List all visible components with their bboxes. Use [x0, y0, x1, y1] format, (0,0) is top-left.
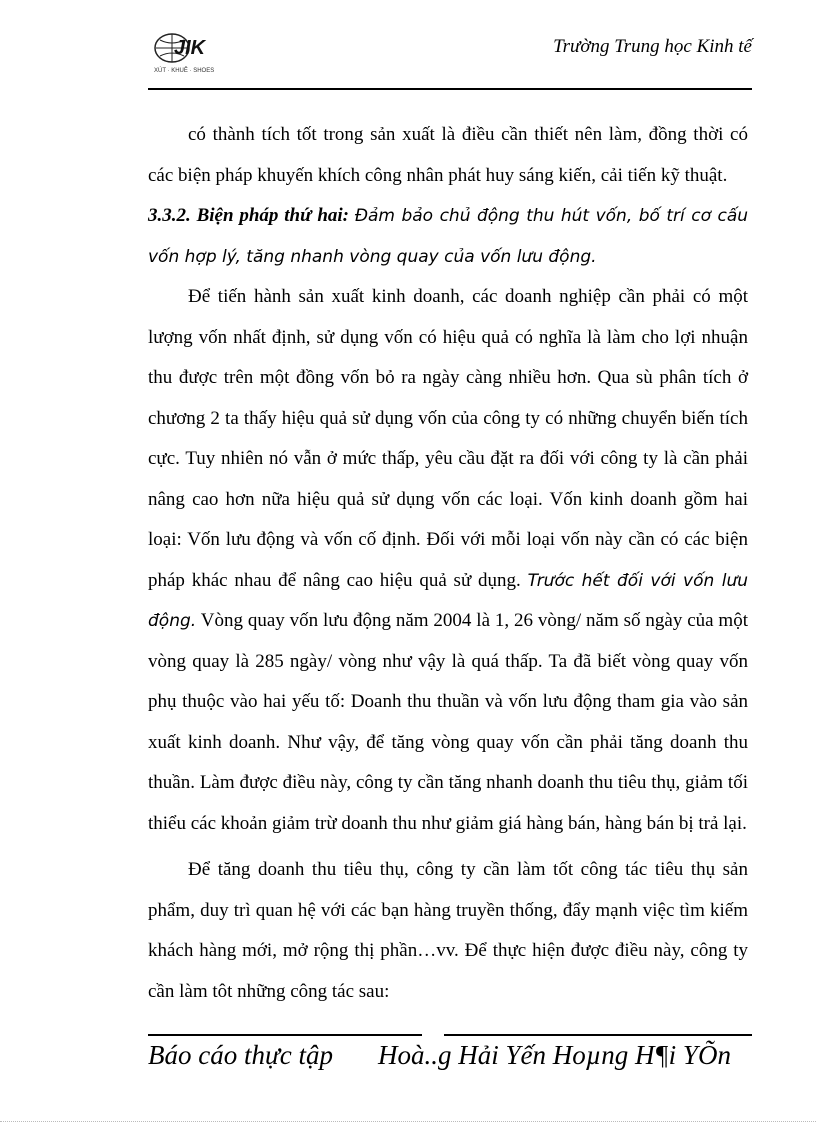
logo-caption: XÚT · KHUÊ · SHOES	[154, 68, 215, 74]
paragraph-1: có thành tích tốt trong sản xuất là điều cần thiết nên làm, đồng thời có các biện pháp khuyến khích công nhân phát huy sáng kiến, cải tiến kỹ thuật.	[148, 124, 748, 186]
paragraph-2-part-b: Vòng quay vốn lưu động năm 2004 là 1, 26 vòng/ năm số ngày của một vòng quay là 285 ngày/ vòng như vậy là quá thấp. Ta đã biết vòng quay vốn phụ thuộc vào hai yếu tố: Doanh thu thuần và vốn lưu động tham gia vào sản xuất kinh doanh. Như vậy, để tăng vòng quay vốn cần phải tăng doanh thu thuần. Làm được điều này, công ty cần tăng nhanh doanh thu tiêu thụ, giảm tối thiểu các khoản giảm trừ doanh thu như giảm giá hàng bán, hàng bán bị trả lại.	[148, 610, 748, 834]
paragraph-2	[148, 277, 748, 844]
footer-author: Hoà..g Hải Yến Hoµng H¶i YÕn	[378, 1040, 731, 1070]
document-body	[148, 115, 748, 1012]
page-edge	[0, 1121, 816, 1122]
paragraph-3: Để tăng doanh thu tiêu thụ, công ty cần làm tốt công tác tiêu thụ sản phẩm, duy trì quan hệ với các bạn hàng truyền thống, đẩy mạnh việc tìm kiếm khách hàng mới, mở rộng thị phần…vv. Để thực hiện được điều này, công ty cần làm tôt những công tác sau:	[148, 859, 748, 1002]
paragraph-2-italic: Trước hết đối với vốn lưu động.	[148, 570, 749, 631]
footer-report-title: Báo cáo thực tập	[148, 1040, 333, 1070]
footer-divider-right	[444, 1034, 752, 1036]
section-heading	[148, 196, 748, 277]
section-heading-label: 3.3.2. Biện pháp thứ hai:	[148, 205, 349, 226]
school-name: Trường Trung học Kinh tế	[553, 36, 752, 57]
footer-divider-left	[148, 1034, 422, 1036]
header-divider	[148, 88, 752, 90]
logo-text: JIK	[174, 37, 206, 59]
section-heading-text: Đảm bảo chủ động thu hút vốn, bố trí cơ cấu vốn hợp lý, tăng nhanh vòng quay của vốn lưu động.	[148, 206, 749, 267]
paragraph-2-part-a: Để tiến hành sản xuất kinh doanh, các doanh nghiệp cần phải có một lượng vốn nhất định, sử dụng vốn có hiệu quả có nghĩa là làm cho lợi nhuận thu được trên một đồng vốn bỏ ra ngày càng nhiều hơn. Qua sù phân tích ở chương 2 ta thấy hiệu quả sử dụng vốn của công ty có những chuyển biến tích cực. Tuy nhiên nó vẫn ở mức thấp, yêu cầu đặt ra đối với công ty là cần phải nâng cao hơn nữa hiệu quả sử dụng vốn các loại. Vốn kinh doanh gồm hai loại: Vốn lưu động và vốn cố định. Đối với mỗi loại vốn này cần có các biện pháp khác nhau để nâng cao hiệu quả sử dụng.	[148, 286, 748, 591]
company-logo	[150, 30, 222, 76]
